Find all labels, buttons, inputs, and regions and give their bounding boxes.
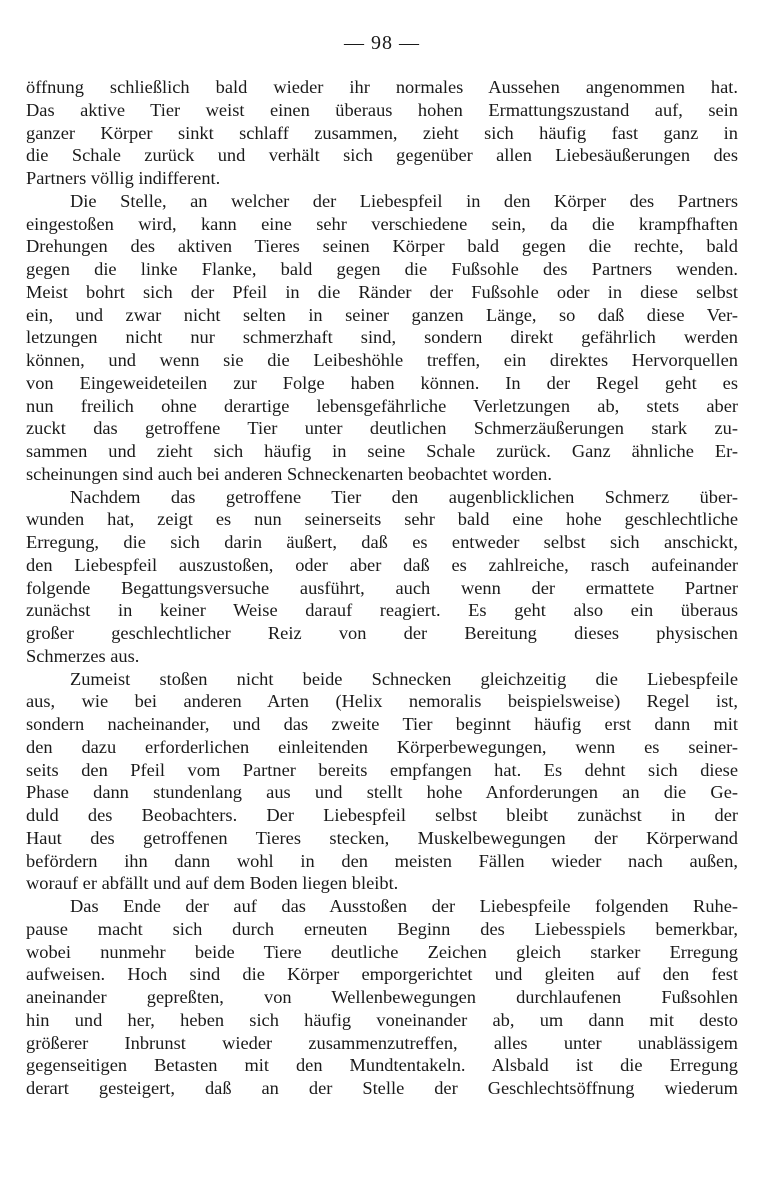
text-line: Das aktive Tier weist einen überaus hohen Ermattungszustand auf, sein bbox=[26, 99, 738, 120]
text-line: Erregung, die sich darin äußert, daß es entweder selbst sich anschickt, bbox=[26, 532, 738, 552]
text-line: Haut des getroffenen Tieres stecken, Muskelbewegungen der Körperwand bbox=[26, 827, 738, 848]
text-line: sondern nacheinander, und das zweite Tier beginnt häufig erst dann mit bbox=[26, 714, 738, 734]
text-line: folgende Begattungsversuche ausführt, auch wenn der ermattete Partner bbox=[26, 577, 738, 598]
text-line: ein, und zwar nicht selten in seiner ganzen Länge, so daß diese Ver- bbox=[26, 304, 738, 325]
text-line: hin und her, heben sich häufig voneinander ab, um dann mit desto bbox=[26, 1009, 738, 1030]
text-line: großer geschlechtlicher Reiz von der Bereitung dieses physischen bbox=[26, 623, 738, 643]
text-line: gegenseitigen Betasten mit den Mundtentakeln. Alsbald ist die Erregung bbox=[26, 1055, 738, 1076]
text-line: Partners völlig indifferent. bbox=[26, 168, 221, 188]
text-line: worauf er abfällt und auf dem Boden liegen bleibt. bbox=[26, 873, 399, 894]
text-line: können, und wenn sie die Leibeshöhle treffen, ein direktes Hervorquellen bbox=[26, 350, 738, 370]
text-line: wobei nunmehr beide Tiere deutliche Zeichen gleich starker Erregung bbox=[26, 941, 738, 962]
text-line: aufweisen. Hoch sind die Körper emporgerichtet und gleiten auf den fest bbox=[26, 964, 738, 985]
page-number: — 98 — bbox=[344, 32, 420, 54]
text-line: wunden hat, zeigt es nun seinerseits sehr bald eine hohe geschlechtliche bbox=[26, 509, 738, 530]
text-line: Zumeist stoßen nicht beide Schnecken gleichzeitig die Liebespfeile bbox=[70, 668, 738, 689]
text-line: ganzer Körper sinkt schlaff zusammen, zieht sich häufig fast ganz in bbox=[26, 122, 738, 143]
text-line: Drehungen des aktiven Tieres seinen Körper bald gegen die rechte, bald bbox=[26, 236, 738, 257]
text-line: Das Ende der auf das Ausstoßen der Liebespfeile folgenden Ruhe- bbox=[70, 896, 738, 916]
body-text bbox=[26, 76, 738, 1100]
text-line: zunächst in keiner Weise darauf reagiert. Es geht also ein überaus bbox=[26, 600, 738, 621]
text-line: derart gesteigert, daß an der Stelle der Geschlechtsöffnung wiederum bbox=[26, 1078, 738, 1098]
text-line: Die Stelle, an welcher der Liebespfeil in den Körper des Partners bbox=[70, 190, 738, 211]
text-line: von Eingeweideteilen zur Folge haben können. In der Regel geht es bbox=[26, 372, 738, 393]
text-line: Meist bohrt sich der Pfeil in die Ränder der Fußsohle oder in diese selbst bbox=[26, 281, 738, 302]
text-line: letzungen nicht nur schmerzhaft sind, sondern direkt gefährlich werden bbox=[26, 327, 738, 348]
text-line: befördern ihn dann wohl in den meisten Fällen wieder nach außen, bbox=[26, 850, 738, 871]
text-line: pause macht sich durch erneuten Beginn des Liebesspiels bemerkbar, bbox=[26, 918, 738, 939]
text-line: Nachdem das getroffene Tier den augenblicklichen Schmerz über- bbox=[70, 486, 738, 507]
text-line: den dazu erforderlichen einleitenden Körperbewegungen, wenn es seiner- bbox=[26, 736, 738, 757]
text-line: die Schale zurück und verhält sich gegenüber allen Liebesäußerungen des bbox=[26, 145, 738, 166]
text-line: duld des Beobachters. Der Liebespfeil selbst bleibt zunächst in der bbox=[26, 805, 738, 825]
text-line: den Liebespfeil auszustoßen, oder aber daß es zahlreiche, rasch aufeinander bbox=[26, 554, 738, 575]
text-line: gegen die linke Flanke, bald gegen die Fußsohle des Partners wenden. bbox=[26, 259, 738, 279]
book-page bbox=[26, 30, 738, 1180]
text-line: sammen und zieht sich häufig in seine Schale zurück. Ganz ähnliche Er- bbox=[26, 441, 738, 461]
text-line: Phase dann stundenlang aus und stellt hohe Anforderungen an die Ge- bbox=[26, 782, 738, 803]
text-line: öffnung schließlich bald wieder ihr normales Aussehen angenommen hat. bbox=[26, 77, 738, 97]
text-line: scheinungen sind auch bei anderen Schneckenarten beobachtet worden. bbox=[26, 463, 552, 484]
text-line: zuckt das getroffene Tier unter deutlichen Schmerzäußerungen stark zu- bbox=[26, 418, 738, 439]
text-line: größerer Inbrunst wieder zusammenzutreffen, alles unter unablässigem bbox=[26, 1032, 738, 1053]
text-line: nun freilich ohne derartige lebensgefährliche Verletzungen ab, stets aber bbox=[26, 395, 738, 416]
text-line: eingestoßen wird, kann eine sehr verschiedene sein, da die krampfhaften bbox=[26, 213, 738, 234]
text-line: aus, wie bei anderen Arten (Helix nemoralis beispielsweise) Regel ist, bbox=[26, 691, 738, 712]
text-line: seits den Pfeil vom Partner bereits empfangen hat. Es dehnt sich diese bbox=[26, 759, 738, 780]
text-line: aneinander gepreßten, von Wellenbewegungen durchlaufenen Fußsohlen bbox=[26, 987, 738, 1007]
text-line: Schmerzes aus. bbox=[26, 645, 140, 666]
